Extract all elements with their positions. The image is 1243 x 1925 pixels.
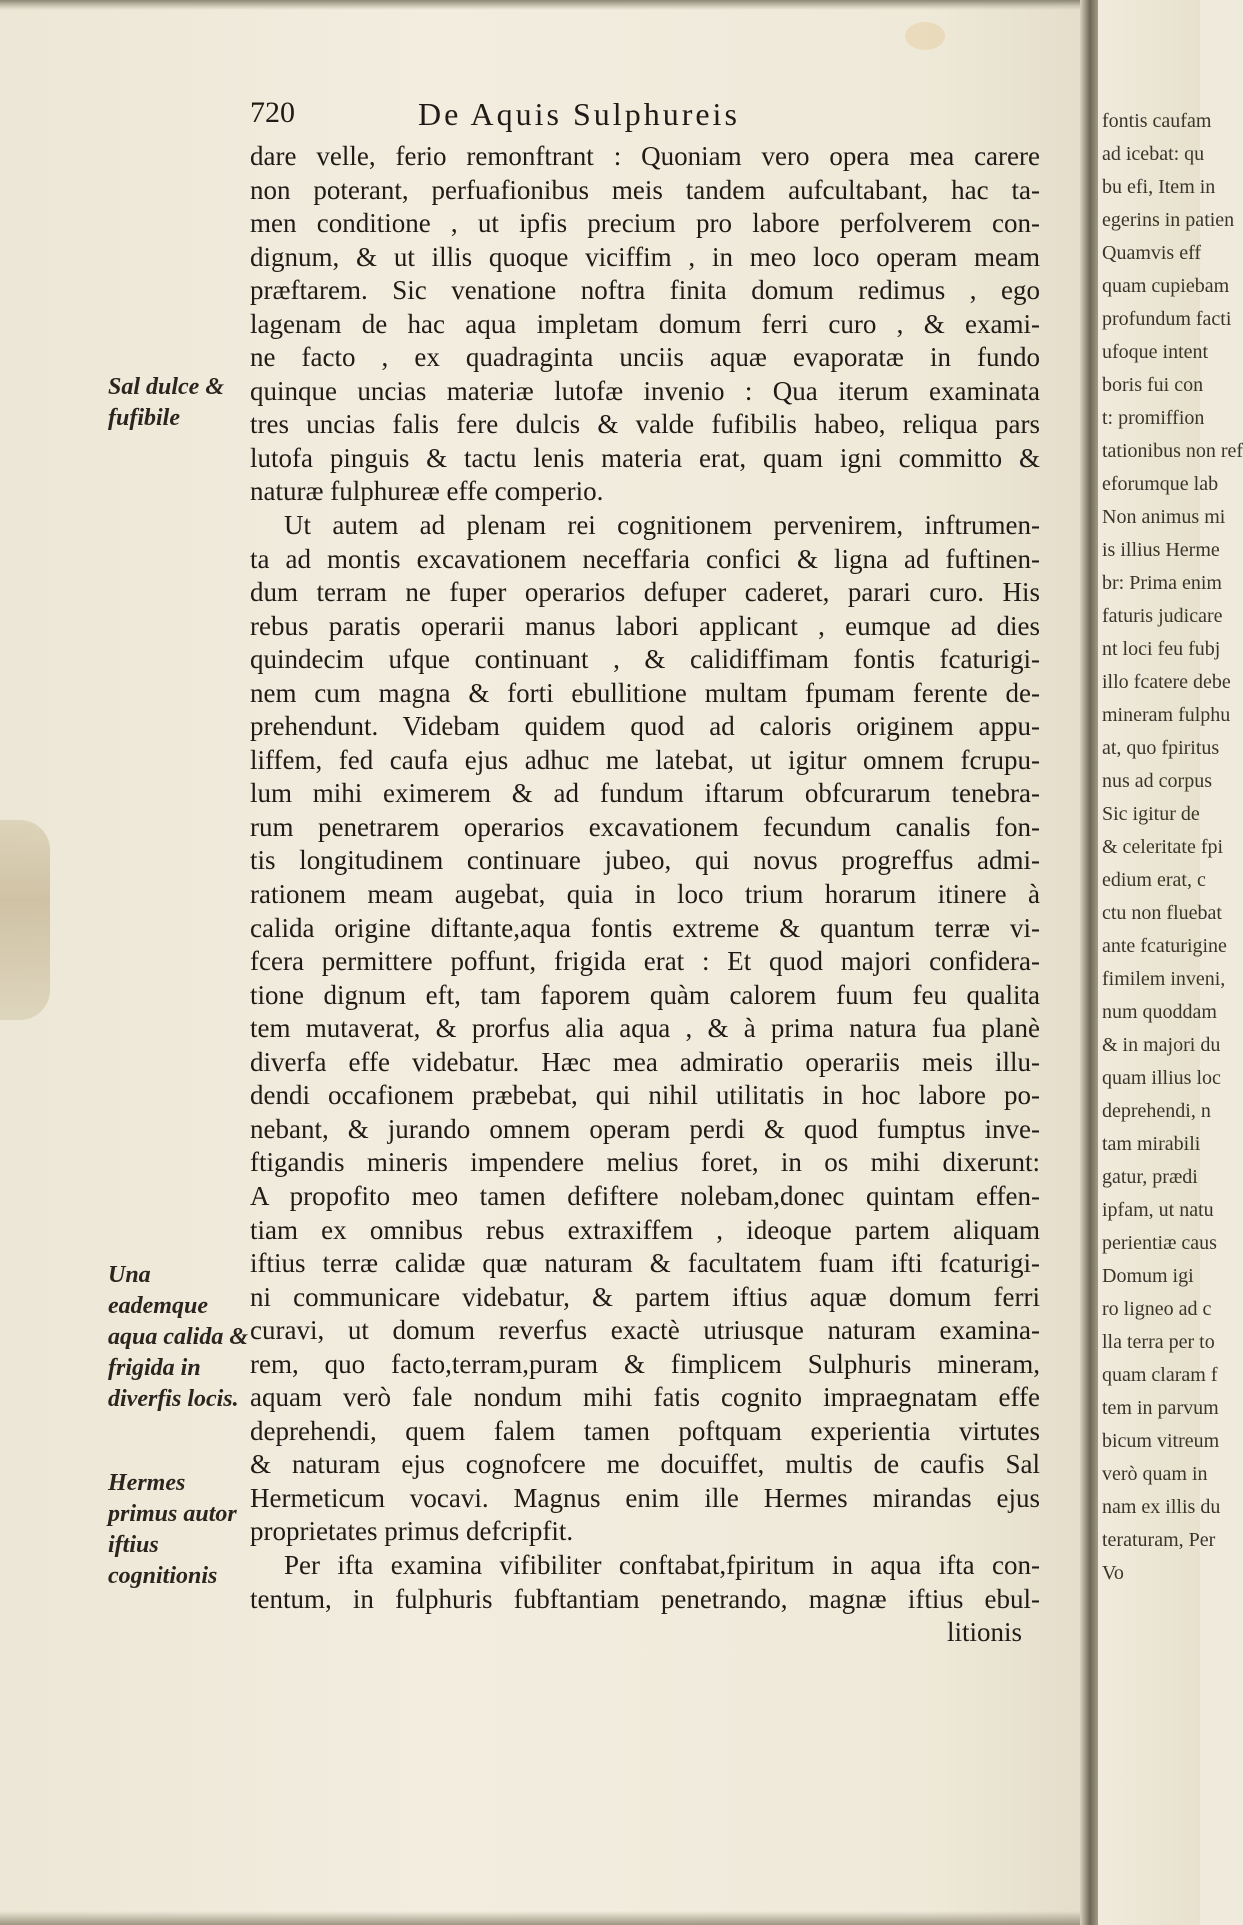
facing-line: fontis caufam bbox=[1102, 110, 1212, 132]
facing-line: boris fui con bbox=[1102, 374, 1204, 396]
facing-line: br: Prima enim bbox=[1102, 572, 1222, 594]
facing-line: teraturam, Per bbox=[1102, 1529, 1216, 1551]
facing-line: lla terra per to bbox=[1102, 1331, 1215, 1353]
facing-line: quam cupiebam bbox=[1102, 275, 1230, 297]
text-line: naturæ fulphureæ effe comperio. bbox=[250, 476, 604, 507]
page-bottom-edge bbox=[0, 1911, 1090, 1925]
margin-note-una-eademque: Una eademque aqua calida & frigida in diverfis locis. bbox=[108, 1262, 249, 1412]
text-line: dendi occafionem præbebat, qui nihil utilitatis in hoc labore po- bbox=[250, 1080, 1040, 1111]
facing-line: mineram fulphu bbox=[1102, 704, 1231, 726]
text-line: Ut autem ad plenam rei cognitionem pervenirem, inftrumen- bbox=[284, 510, 1040, 541]
text-line: tione dignum eft, tam faporem quàm calorem fuum feu qualita bbox=[250, 979, 1040, 1010]
text-line: prehendunt. Videbam quidem quod ad caloris originem appu- bbox=[250, 711, 1040, 742]
text-line: quinque uncias materiæ lutofæ invenio : Qua iterum examinata bbox=[250, 375, 1040, 406]
facing-line: deprehendi, n bbox=[1102, 1100, 1211, 1122]
text-line: rebus paratis operarii manus labori applicant , eumque ad dies bbox=[250, 610, 1040, 641]
facing-line: Sic igitur de bbox=[1102, 803, 1200, 825]
text-line: deprehendi, quem falem tamen poftquam experientia virtutes bbox=[250, 1415, 1040, 1446]
text-line: nebant, & jurando omnem operam perdi & quod fumptus inve- bbox=[250, 1113, 1040, 1144]
facing-line: nt loci feu fubj bbox=[1102, 638, 1221, 660]
text-line: dignum, & ut illis quoque viciffim , in meo loco operam meam bbox=[250, 241, 1040, 272]
facing-line: num quoddam bbox=[1102, 1001, 1217, 1023]
text-line: tis longitudinem continuare jubeo, qui novus progreffus admi- bbox=[250, 845, 1040, 876]
facing-line: ipfam, ut natu bbox=[1102, 1199, 1214, 1221]
facing-line: t: promiffion bbox=[1102, 407, 1205, 429]
text-line: ta ad montis excavationem neceffaria confici & ligna ad fuftinen- bbox=[250, 543, 1040, 574]
facing-line: faturis judicare bbox=[1102, 605, 1223, 627]
body-text bbox=[250, 140, 1040, 1650]
facing-line: fimilem inveni, bbox=[1102, 968, 1226, 990]
facing-line: eforumque lab bbox=[1102, 473, 1219, 495]
facing-line: ad icebat: qu bbox=[1102, 143, 1205, 165]
facing-line: is illius Herme bbox=[1102, 539, 1220, 561]
facing-line: illo fcatere debe bbox=[1102, 671, 1231, 693]
facing-line: nus ad corpus bbox=[1102, 770, 1212, 792]
text-line: men conditione , ut ipfis precium pro labore perfolverem con- bbox=[250, 208, 1040, 239]
text-line: quindecim ufque continuant , & calidiffimam fontis fcaturigi- bbox=[250, 644, 1040, 675]
running-head bbox=[250, 96, 1040, 136]
text-line: lutofa pinguis & tactu lenis materia erat, quam igni committo & bbox=[250, 442, 1040, 473]
facing-line: tem in parvum bbox=[1102, 1397, 1219, 1419]
text-line: fcera permittere poffunt, frigida erat : Et quod majori confidera- bbox=[250, 946, 1040, 977]
facing-line: ro ligneo ad c bbox=[1102, 1298, 1212, 1320]
text-line: liffem, fed caufa ejus adhuc me latebat, ut igitur omnem fcrupu- bbox=[250, 744, 1040, 775]
facing-line: at, quo fpiritus bbox=[1102, 737, 1220, 759]
text-line: A propofito meo tamen defiftere nolebam,donec quintam effen- bbox=[250, 1180, 1040, 1211]
text-line: calida origine diftante,aqua fontis extreme & quantum terræ vi- bbox=[250, 912, 1040, 943]
text-line: tres uncias falis fere dulcis & valde fufibilis habeo, reliqua pars bbox=[250, 409, 1040, 440]
facing-line: nam ex illis du bbox=[1102, 1496, 1221, 1518]
margin-note-sal-dulce: Sal dulce & fufibile bbox=[108, 374, 225, 431]
text-line: ftigandis mineris impendere melius foret, in os mihi dixerunt: bbox=[250, 1147, 1040, 1178]
facing-line: Domum igi bbox=[1102, 1265, 1194, 1287]
text-line: præftarem. Sic venatione noftra finita domum redimus , ego bbox=[250, 275, 1040, 306]
text-line: nem cum magna & forti ebullitione multam fpumam ferente de- bbox=[250, 677, 1040, 708]
facing-line: bicum vitreum bbox=[1102, 1430, 1220, 1452]
facing-line: & celeritate fpi bbox=[1102, 836, 1224, 858]
facing-line: gatur, prædi bbox=[1102, 1166, 1198, 1188]
facing-line: & in majori du bbox=[1102, 1034, 1221, 1056]
text-line: tem mutaverat, & prorfus alia aqua , & à prima natura fua planè bbox=[250, 1013, 1040, 1044]
text-line: ne facto , ex quadraginta unciis aquæ evaporatæ in fundo bbox=[250, 342, 1040, 373]
text-line: rem, quo facto,terram,puram & fimplicem Sulphuris mineram, bbox=[250, 1348, 1040, 1379]
text-line: curavi, ut domum reverfus exactè utriusque naturam examina- bbox=[250, 1315, 1040, 1346]
page-top-edge bbox=[0, 0, 1090, 10]
facing-line: profundum facti bbox=[1102, 308, 1232, 330]
facing-line: ufoque intent bbox=[1102, 341, 1209, 363]
page-number: 720 bbox=[250, 96, 295, 129]
text-line: non poterant, perfuafionibus meis tandem aufcultabant, hac ta- bbox=[250, 174, 1040, 205]
text-line: aquam verò fale nondum mihi fatis cognito impraegnatam effe bbox=[250, 1382, 1040, 1413]
text-line: dum terram ne fuper operarios defuper caderet, parari curo. His bbox=[250, 577, 1040, 608]
catchword: litionis bbox=[946, 1617, 1022, 1648]
text-line: proprietates primus defcripfit. bbox=[250, 1516, 574, 1547]
paper-stain bbox=[905, 22, 945, 50]
facing-line: bu efi, Item in bbox=[1102, 176, 1216, 198]
facing-line: Quamvis eff bbox=[1102, 242, 1202, 264]
text-line: ni communicare videbatur, & partem iftius aquæ domum ferri bbox=[250, 1281, 1040, 1312]
facing-page-fragment bbox=[1098, 0, 1243, 1925]
bookmark-ribbon bbox=[0, 820, 50, 1020]
text-line: Hermeticum vocavi. Magnus enim ille Hermes mirandas ejus bbox=[250, 1482, 1040, 1513]
text-line: iftius terræ calidæ quæ naturam & facultatem fuam ifti fcaturigi- bbox=[250, 1248, 1040, 1279]
text-line: rum penetrarem operarios excavationem fecundum canalis fon- bbox=[250, 811, 1040, 842]
text-line: diverfa effe videbatur. Hæc mea admiratio operariis meis illu- bbox=[250, 1046, 1040, 1077]
facing-line: perientiæ caus bbox=[1102, 1232, 1217, 1254]
text-line: rationem meam augebat, quia in loco trium horarum itinere à bbox=[250, 879, 1040, 910]
facing-line: tam mirabili bbox=[1102, 1133, 1201, 1155]
book-gutter bbox=[1080, 0, 1098, 1925]
text-line: dare velle, ferio remonftrant : Quoniam vero opera mea carere bbox=[250, 141, 1040, 171]
running-title: De Aquis Sulphureis bbox=[418, 96, 740, 132]
text-line: tiam ex omnibus rebus extraxiffem , ideoque partem aliquam bbox=[250, 1214, 1040, 1245]
facing-line: tationibus non ref bbox=[1102, 440, 1243, 462]
facing-line: edium erat, c bbox=[1102, 869, 1206, 891]
text-line: Per ifta examina vifibiliter conftabat,fpiritum in aqua ifta con- bbox=[284, 1549, 1040, 1580]
facing-line: quam illius loc bbox=[1102, 1067, 1221, 1089]
facing-line: verò quam in bbox=[1102, 1463, 1208, 1485]
facing-line: Non animus mi bbox=[1102, 506, 1226, 528]
facing-line: ante fcaturigine bbox=[1102, 935, 1227, 957]
facing-line: ctu non fluebat bbox=[1102, 902, 1222, 924]
text-line: lagenam de hac aqua impletam domum ferri curo , & exami- bbox=[250, 308, 1040, 339]
facing-line: egerins in patien bbox=[1102, 209, 1235, 231]
text-line: tentum, in fulphuris fubftantiam penetrando, magnæ iftius ebul- bbox=[250, 1583, 1040, 1614]
margin-note-hermes: Hermes primus autor iftius cognitionis bbox=[108, 1470, 237, 1589]
facing-line: Vo bbox=[1102, 1562, 1124, 1584]
facing-line: quam claram f bbox=[1102, 1364, 1218, 1386]
text-line: lum mihi eximerem & ad fundum iftarum obfcurarum tenebra- bbox=[250, 778, 1040, 809]
text-line: & naturam ejus cognofcere me docuiffet, multis de caufis Sal bbox=[250, 1449, 1040, 1480]
